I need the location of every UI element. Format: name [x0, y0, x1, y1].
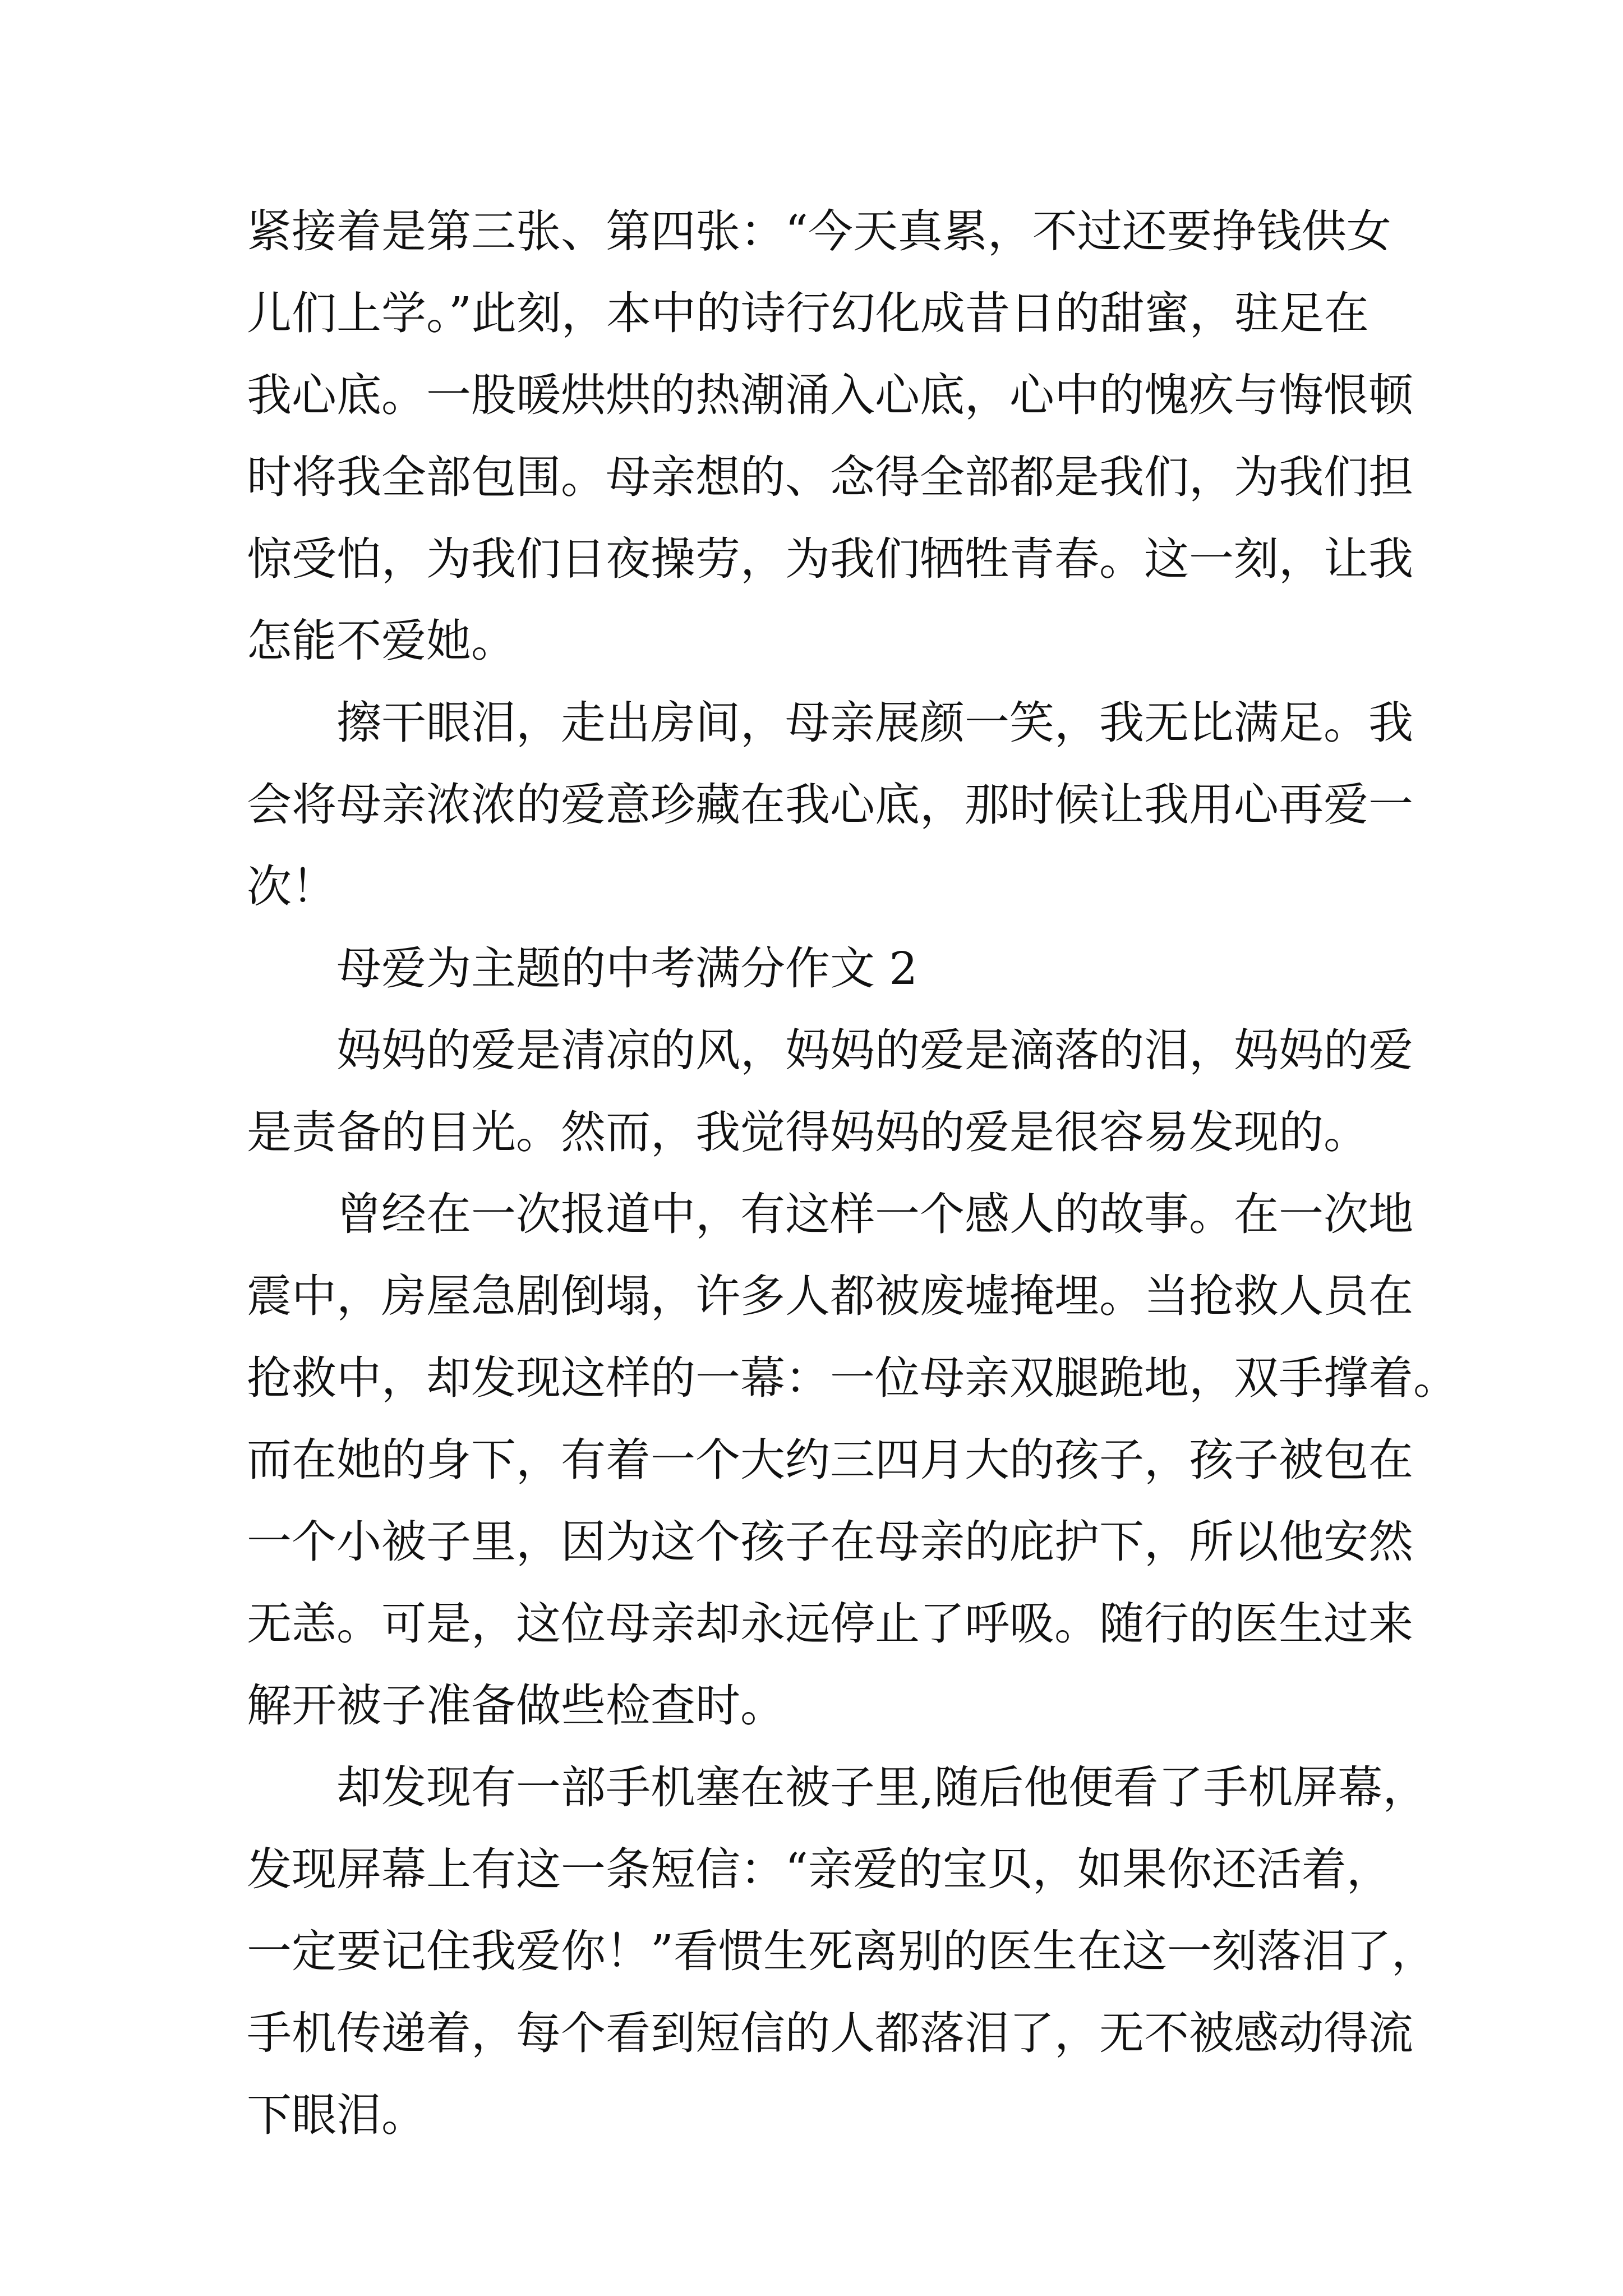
text-line: 曾经在一次报道中，有这样一个感人的故事。在一次地: [336, 1188, 1413, 1240]
text-line: 一个小被子里，因为这个孩子在母亲的庇护下，所以他安然: [247, 1516, 1413, 1568]
text-line: 却发现有一部手机塞在被子里,随后他便看了手机屏幕，: [336, 1761, 1428, 1814]
text-line: 解开被子准备做些检查时。: [247, 1680, 785, 1732]
paragraph-4: [247, 1174, 1458, 1747]
text-line: 紧接着是第三张、第四张：“今天真累，不过还要挣钱供女: [247, 205, 1391, 257]
text-line: 一定要记住我爱你！”看惯生死离别的医生在这一刻落泪了，: [247, 1925, 1436, 1977]
text-line: 是责备的目光。然而，我觉得妈妈的爱是很容易发现的。: [247, 1106, 1368, 1158]
document-body: [247, 191, 1458, 2156]
text-line: 儿们上学。”此刻，本中的诗行幻化成昔日的甜蜜，驻足在: [247, 287, 1369, 339]
text-line: 手机传递着，每个看到短信的人都落泪了，无不被感动得流: [247, 2007, 1413, 2059]
text-line: 怎能不爱她。: [247, 615, 516, 667]
text-line: 震中，房屋急剧倒塌，许多人都被废墟掩埋。当抢救人员在: [247, 1270, 1413, 1322]
paragraph-1: [247, 191, 1413, 682]
text-line: 我心底。一股暖烘烘的热潮涌入心底，心中的愧疚与悔恨顿: [247, 369, 1413, 421]
paragraph-2: [247, 682, 1413, 928]
text-line: 会将母亲浓浓的爱意珍藏在我心底，那时候让我用心再爱一: [247, 779, 1413, 831]
text-line: 妈妈的爱是清凉的风，妈妈的爱是滴落的泪，妈妈的爱: [336, 1024, 1413, 1076]
text-line: 惊受怕，为我们日夜操劳，为我们牺牲青春。这一刻，让我: [247, 533, 1413, 585]
text-line: 抢救中，却发现这样的一幕：一位母亲双腿跪地，双手撑着。: [247, 1352, 1458, 1404]
text-line: 发现屏幕上有这一条短信：“亲爱的宝贝，如果你还活着，: [247, 1843, 1391, 1895]
text-line: 擦干眼泪，走出房间，母亲展颜一笑，我无比满足。我: [336, 697, 1413, 749]
text-line: 无恙。可是，这位母亲却永远停止了呼吸。随行的医生过来: [247, 1598, 1413, 1650]
heading-text: 母爱为主题的中考满分作文 2: [336, 942, 918, 995]
text-line: 次！: [247, 861, 336, 913]
text-line: 而在她的身下，有着一个大约三四月大的孩子，孩子被包在: [247, 1434, 1413, 1486]
paragraph-5: [247, 1747, 1436, 2156]
section-heading: [247, 928, 1413, 1010]
text-line: 下眼泪。: [247, 2089, 426, 2141]
text-line: 时将我全部包围。母亲想的、念得全部都是我们，为我们担: [247, 451, 1413, 503]
paragraph-3: [247, 1010, 1413, 1174]
